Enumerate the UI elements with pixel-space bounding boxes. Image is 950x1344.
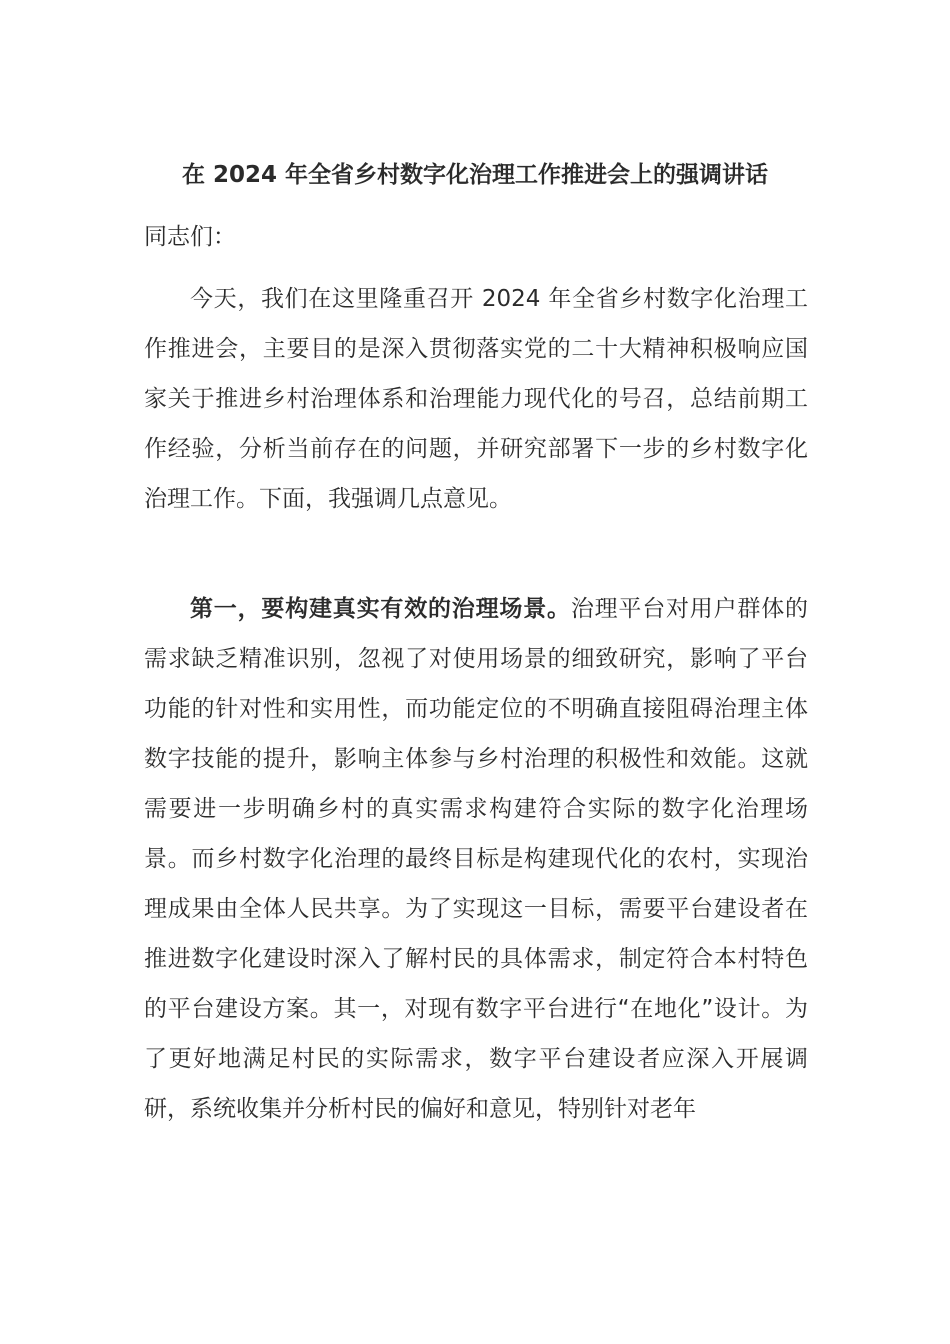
document-title: 在 2024 年全省乡村数字化治理工作推进会上的强调讲话 bbox=[181, 162, 769, 188]
paragraph-point-one bbox=[144, 584, 808, 1134]
paragraph-point-one-lead: 第一，要构建真实有效的治理场景。 bbox=[190, 596, 571, 622]
salutation: 同志们： bbox=[144, 224, 236, 250]
paragraph-point-one-text: 治理平台对用户群体的需求缺乏精准识别，忽视了对使用场景的细致研究，影响了平台功能的针对性和实用性，而功能定位的不明确直接阻碍治理主体数字技能的提升，影响主体参与乡村治理的积极性和效能。这就需要进一步明确乡村的真实需求构建符合实际的数字化治理场景。而乡村数字化治理的最终目标是构建现代化的农村，实现治理成果由全体人民共享。为了实现这一目标，需要平台建设者在推进数字化建设时深入了解村民的具体需求，制定符合本村特色的平台建设方案。其一，对现有数字平台进行“在地化”设计。为了更好地满足村民的实际需求，数字平台建设者应深入开展调研，系统收集并分析村民的偏好和意见，特别针对老年 bbox=[144, 596, 809, 1122]
paragraph-intro-text: 今天，我们在这里隆重召开 2024 年全省乡村数字化治理工作推进会，主要目的是深入贯彻落实党的二十大精神积极响应国家关于推进乡村治理体系和治理能力现代化的号召，总结前期工作经验，分析当前存在的问题，并研究部署下一步的乡村数字化治理工作。下面，我强调几点意见。 bbox=[144, 286, 808, 512]
paragraph-intro bbox=[144, 274, 808, 524]
